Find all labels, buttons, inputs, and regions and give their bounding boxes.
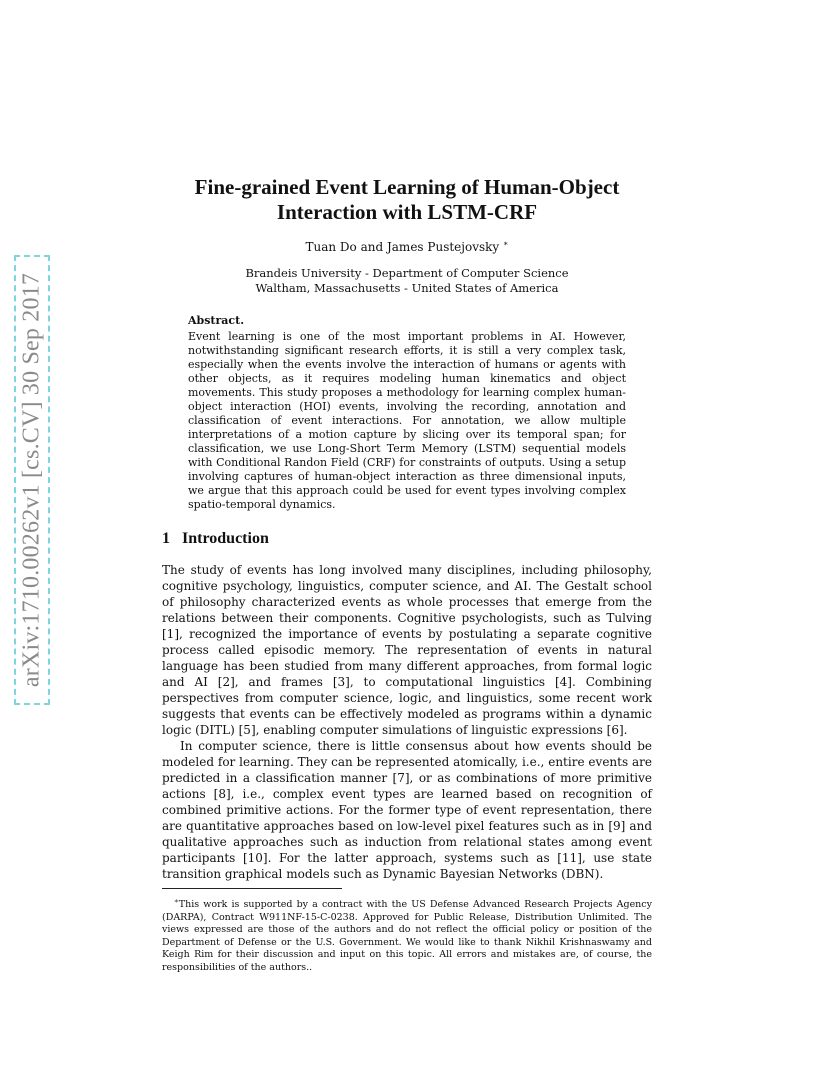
footnote-divider: [162, 888, 342, 889]
section-heading: [162, 530, 652, 548]
intro-paragraph-2: In computer science, there is little consensus about how events should be modeled for learning. They can be represented atomically, i.e., entire events are predicted in a classification manner [7], or as combinations of more primitive actions [8], i.e., complex event types are learned based on recognition of combined primitive actions. For the former type of event representation, there are quantitative approaches based on low-level pixel features such as in [9] and qualitative approaches such as induction from relational states among event participants [10]. For the latter approach, systems such as [11], use state transition graphical models such as Dynamic Bayesian Networks (DBN).: [162, 739, 652, 881]
paper-title: Fine-grained Event Learning of Human-Object Interaction with LSTM-CRF: [194, 175, 620, 224]
arxiv-sidebar-stamp: [14, 255, 50, 705]
abstract-text: Event learning is one of the most important problems in AI. However, notwithstanding significant research efforts, it is still a very complex task, especially when the events involve the interaction of humans or agents with other objects, as it requires modeling human kinematics and object movements. This study proposes a methodology for learning complex human-object interaction (HOI) events, involving the recording, annotation and classification of event interactions. For annotation, we allow multiple interpretations of a motion capture by slicing over its temporal span; for classification, we use Long-Short Term Memory (LSTM) sequential models with Conditional Randon Field (CRF) for constraints of outputs. Using a setup involving captures of human-object interaction as three dimensional inputs, we argue that this approach could be used for event types involving complex spatio-temporal dynamics.: [188, 330, 626, 511]
section-title: Introduction: [182, 530, 269, 547]
author-footnote-mark: ∗: [503, 239, 509, 248]
intro-paragraph-1: The study of events has long involved many disciplines, including philosophy, cognitive psychology, linguistics, computer science, and AI. The Gestalt school of philosophy characterized events as whole processes that emerge from the relations between their components. Cognitive psychologists, such as Tulving [1], recognized the importance of events by postulating a separate cognitive process called episodic memory. The representation of events in natural language has been studied from many different approaches, from formal logic and AI [2], and frames [3], to computational linguistics [4]. Combining perspectives from computer science, logic, and linguistics, some recent work suggests that events can be effectively modeled as programs within a dynamic logic (DITL) [5], enabling computer simulations of linguistic expressions [6].: [162, 563, 652, 737]
paper-page: [162, 175, 652, 974]
footnote: [162, 895, 652, 974]
section-number: 1: [162, 530, 170, 547]
footnote-mark: ∗: [174, 897, 179, 905]
arxiv-id: arXiv:1710.00262v1 [cs.CV] 30 Sep 2017: [18, 272, 45, 688]
affiliation: [162, 266, 652, 296]
affiliation-line-1: Brandeis University - Department of Computer Science: [245, 266, 569, 280]
footnote-text: This work is supported by a contract with the US Defense Advanced Research Projects Agency (DARPA), Contract W911NF-15-C-0238. Approved for Public Release, Distribution Unlimited. The views expressed are those of the authors and do not reflect the official policy or position of the Department of Defense or the U.S. Government. We would like to thank Nikhil Krishnaswamy and Keigh Rim for their discussion and input on this topic. All errors and mistakes are, of course, the responsibilities of the authors..: [162, 899, 652, 973]
abstract: [188, 314, 626, 512]
author-names: Tuan Do and James Pustejovsky: [305, 240, 500, 254]
abstract-heading: Abstract.: [188, 314, 245, 327]
authors: [162, 239, 652, 254]
affiliation-line-2: Waltham, Massachusetts - United States of America: [255, 281, 559, 295]
